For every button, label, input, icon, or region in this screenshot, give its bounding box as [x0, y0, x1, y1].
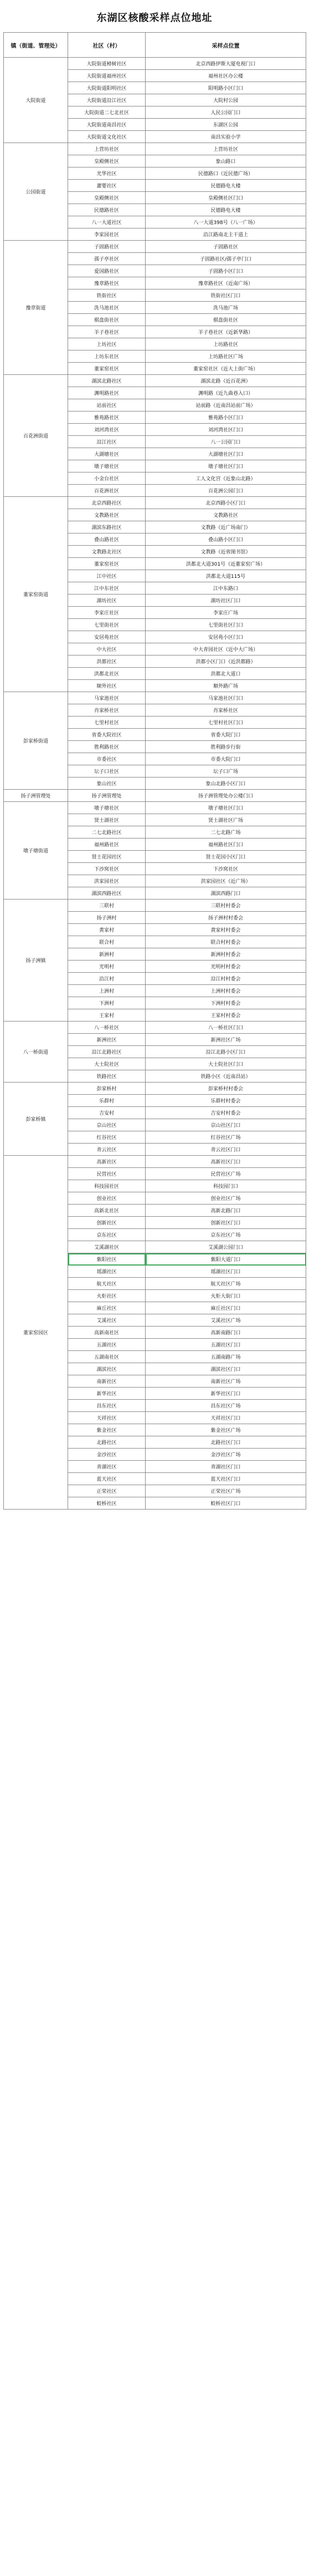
- site-cell: 洪都北大道115号: [146, 570, 306, 582]
- community-cell: 上洲村: [68, 985, 146, 997]
- site-cell: 联合村村委会: [146, 936, 306, 948]
- community-cell: 文教路社区: [68, 509, 146, 521]
- header-site: 采样点位置: [146, 33, 306, 58]
- community-cell: 民德路社区: [68, 204, 146, 216]
- community-cell: 皇殿侧社区: [68, 192, 146, 204]
- community-cell: 铁路社区: [68, 1070, 146, 1083]
- site-cell: 叠山路小区门口: [146, 534, 306, 546]
- community-cell: 孺子亭社区: [68, 253, 146, 265]
- site-cell: 福州社区办公楼: [146, 70, 306, 82]
- header-street: 镇（街道、管理处）: [4, 33, 68, 58]
- site-cell: 东湖区公园: [146, 119, 306, 131]
- site-cell: 马家池社区门口: [146, 692, 306, 704]
- community-cell: 湖滨东路社区: [68, 521, 146, 534]
- community-cell: 洪家园社区: [68, 875, 146, 887]
- community-cell: 董家窑社区: [68, 363, 146, 375]
- site-cell: 高新北路门口: [146, 1205, 306, 1217]
- community-cell: 象山社区: [68, 778, 146, 790]
- street-cell: 董家窑园区: [4, 1156, 68, 1510]
- site-cell: 坛子口广场: [146, 765, 306, 778]
- table-row: [4, 790, 306, 802]
- community-cell: 京东社区: [68, 1229, 146, 1241]
- table-row: [4, 497, 306, 509]
- street-cell: 大院街道: [4, 58, 68, 143]
- site-cell: 沿江路南北主干道上: [146, 228, 306, 241]
- community-cell: 紫阳社区: [68, 1253, 146, 1266]
- table-row: [4, 692, 306, 704]
- site-cell: 刘河湾社区门口: [146, 424, 306, 436]
- community-cell: 红谷社区: [68, 1131, 146, 1144]
- community-cell: 创新社区: [68, 1217, 146, 1229]
- community-cell: 中大社区: [68, 643, 146, 656]
- community-cell: 大院街道阳明社区: [68, 82, 146, 94]
- site-cell: 京山社区门口: [146, 1119, 306, 1131]
- street-cell: 八一桥街道: [4, 1022, 68, 1083]
- site-cell: 江中东路口: [146, 582, 306, 595]
- site-cell: 正荣社区广场: [146, 1485, 306, 1497]
- site-cell: 上坊路社区广场: [146, 350, 306, 363]
- site-cell: 墩子塘社区门口: [146, 460, 306, 472]
- site-cell: 扬子洲村村委会: [146, 912, 306, 924]
- community-cell: 火炬社区: [68, 1290, 146, 1302]
- street-cell: 公园街道: [4, 143, 68, 241]
- community-cell: 福州路社区: [68, 839, 146, 851]
- site-cell: 民德路口（近民德广场）: [146, 167, 306, 180]
- community-cell: 雅苑路社区: [68, 411, 146, 424]
- community-cell: 江中社区: [68, 570, 146, 582]
- site-cell: 新华社区门口: [146, 1388, 306, 1400]
- site-cell: 贤士湖社区广场: [146, 814, 306, 826]
- community-cell: 湖滨北路社区: [68, 375, 146, 387]
- community-cell: 大院街道樟树社区: [68, 58, 146, 70]
- site-cell: 站前路（近南昌站前广场）: [146, 399, 306, 411]
- street-cell: 豫章街道: [4, 241, 68, 375]
- community-cell: 金沙社区: [68, 1449, 146, 1461]
- site-cell: 乐群村村委会: [146, 1095, 306, 1107]
- community-cell: 上坊东社区: [68, 350, 146, 363]
- community-cell: 航天社区: [68, 1278, 146, 1290]
- page-title: 东湖区核酸采样点位地址: [96, 12, 213, 24]
- community-cell: 二七北路社区: [68, 826, 146, 839]
- site-cell: 京东社区广场: [146, 1229, 306, 1241]
- site-cell: 七里村社区门口: [146, 717, 306, 729]
- site-cell: 蓝天社区门口: [146, 1473, 306, 1485]
- site-cell: 紫阳大道门口: [146, 1253, 306, 1266]
- site-cell: 子固路社区: [146, 241, 306, 253]
- site-cell: 董家窑社区（近大上街广场）: [146, 363, 306, 375]
- community-cell: 大院街道二七北社区: [68, 106, 146, 119]
- site-cell: 扬子洲管理处办公楼门口: [146, 790, 306, 802]
- community-cell: 站前社区: [68, 399, 146, 411]
- site-cell: 沿江村村委会: [146, 973, 306, 985]
- site-cell: 肖家桥社区: [146, 704, 306, 717]
- community-cell: 叠山路社区: [68, 534, 146, 546]
- site-cell: 湖滨北路（近百花洲）: [146, 375, 306, 387]
- community-cell: 安居苑社区: [68, 631, 146, 643]
- site-cell: 胜利路步行街: [146, 741, 306, 753]
- community-cell: 爱国路社区: [68, 265, 146, 277]
- community-cell: 沿江北路社区: [68, 1046, 146, 1058]
- community-cell: 科技园社区: [68, 1180, 146, 1192]
- site-cell: 高新南路门口: [146, 1327, 306, 1339]
- community-cell: 三联村: [68, 900, 146, 912]
- community-cell: 七里街社区: [68, 619, 146, 631]
- community-cell: 大院街道福州社区: [68, 70, 146, 82]
- site-cell: 安居苑小区门口: [146, 631, 306, 643]
- site-cell: 豫章路社区（近南广场）: [146, 277, 306, 289]
- street-cell: 扬子洲管理处: [4, 790, 68, 802]
- community-cell: 北路社区: [68, 1436, 146, 1449]
- community-cell: 贤士花园社区: [68, 851, 146, 863]
- site-cell: 三联村村委会: [146, 900, 306, 912]
- site-cell: 羊子巷社区（近新华路）: [146, 326, 306, 338]
- site-cell: 紫金社区广场: [146, 1424, 306, 1436]
- community-cell: 墩子塘社区: [68, 460, 146, 472]
- site-cell: 光明村村委会: [146, 961, 306, 973]
- site-cell: 福州路社区门口: [146, 839, 306, 851]
- site-cell: 洗马池广场: [146, 302, 306, 314]
- site-cell: 李家庄广场: [146, 607, 306, 619]
- community-cell: 大院街道沿江社区: [68, 94, 146, 106]
- site-cell: 黄家村村委会: [146, 924, 306, 936]
- community-cell: 贤士湖社区: [68, 814, 146, 826]
- community-cell: 艾溪湖社区: [68, 1241, 146, 1253]
- community-cell: 七里村社区: [68, 717, 146, 729]
- community-cell: 麻丘社区: [68, 1302, 146, 1314]
- site-cell: 北京西路伊斯大厦电视门口: [146, 58, 306, 70]
- community-cell: 马家池社区: [68, 692, 146, 704]
- community-cell: 洗马池社区: [68, 302, 146, 314]
- community-cell: 八一桥社区: [68, 1022, 146, 1034]
- community-cell: 湖滨西路社区: [68, 887, 146, 900]
- community-cell: 上坊社区: [68, 338, 146, 350]
- community-cell: 文教路北社区: [68, 546, 146, 558]
- site-cell: 北路社区门口: [146, 1436, 306, 1449]
- community-cell: 顺外社区: [68, 680, 146, 692]
- site-cell: 艾溪社区广场: [146, 1314, 306, 1327]
- street-cell: 彭家桥镇: [4, 1083, 68, 1156]
- site-cell: 王家村村委会: [146, 1009, 306, 1022]
- community-cell: 新洲村: [68, 948, 146, 961]
- community-cell: 上营坊社区: [68, 143, 146, 155]
- site-cell: 民德路电大楼: [146, 180, 306, 192]
- community-cell: 墩子塘社区: [68, 802, 146, 814]
- community-cell: 青湖社区: [68, 1461, 146, 1473]
- community-cell: 北京西路社区: [68, 497, 146, 509]
- site-cell: 子固路社区/孺子亭门口: [146, 253, 306, 265]
- site-cell: 皇殿侧社区门口: [146, 192, 306, 204]
- community-cell: 艾溪社区: [68, 1314, 146, 1327]
- site-cell: 中大青园社区（近中大广场）: [146, 643, 306, 656]
- site-cell: 子固路小区门口: [146, 265, 306, 277]
- community-cell: 大士院社区: [68, 1058, 146, 1070]
- site-cell: 大湖塘社区门口: [146, 448, 306, 460]
- community-cell: 沿江社区: [68, 436, 146, 448]
- community-cell: 乐群村: [68, 1095, 146, 1107]
- community-cell: 正荣社区: [68, 1485, 146, 1497]
- community-cell: 江中东社区: [68, 582, 146, 595]
- site-cell: 八一大道398号（八一广场）: [146, 216, 306, 228]
- community-cell: 胜利路社区: [68, 741, 146, 753]
- site-cell: 蛟桥社区门口: [146, 1497, 306, 1510]
- site-cell: 人民公园门口: [146, 106, 306, 119]
- sampling-site-table: [3, 32, 306, 1510]
- community-cell: 南新社区: [68, 1375, 146, 1388]
- community-cell: 小金台社区: [68, 472, 146, 485]
- site-cell: 棋盘街社区: [146, 314, 306, 326]
- site-cell: 青湖社区门口: [146, 1461, 306, 1473]
- site-cell: 湖滨西路门口: [146, 887, 306, 900]
- site-cell: 沿江北路小区门口: [146, 1046, 306, 1058]
- site-cell: 吉安村村委会: [146, 1107, 306, 1119]
- street-cell: 百花洲街道: [4, 375, 68, 497]
- site-cell: 上坊路社区: [146, 338, 306, 350]
- community-cell: 光华社区: [68, 167, 146, 180]
- community-cell: 下洲村: [68, 997, 146, 1009]
- site-cell: 湖坊社区门口: [146, 595, 306, 607]
- site-cell: 金沙社区广场: [146, 1449, 306, 1461]
- community-cell: 高新社区: [68, 1156, 146, 1168]
- table-row: [4, 1022, 306, 1034]
- community-cell: 五湖社区: [68, 1339, 146, 1351]
- community-cell: 昌东社区: [68, 1400, 146, 1412]
- site-cell: 红谷社区广场: [146, 1131, 306, 1144]
- site-cell: 北京西路小区门口: [146, 497, 306, 509]
- community-cell: 瑶湖社区: [68, 1266, 146, 1278]
- table-row: [4, 1083, 306, 1095]
- community-cell: 渊明路社区: [68, 387, 146, 399]
- table-row: [4, 1156, 306, 1168]
- table-row: [4, 375, 306, 387]
- site-cell: 阳明路小区门口: [146, 82, 306, 94]
- street-cell: 墩子塘街道: [4, 802, 68, 900]
- community-cell: 子固路社区: [68, 241, 146, 253]
- site-cell: 八一公园门口: [146, 436, 306, 448]
- site-cell: 青云社区门口: [146, 1144, 306, 1156]
- site-cell: 昌东社区广场: [146, 1400, 306, 1412]
- site-cell: 五湖南路广场: [146, 1351, 306, 1363]
- community-cell: 八一大道社区: [68, 216, 146, 228]
- site-cell: 贤士花园小区门口: [146, 851, 306, 863]
- site-cell: 下洲村村委会: [146, 997, 306, 1009]
- table-row: [4, 802, 306, 814]
- community-cell: 创业社区: [68, 1192, 146, 1205]
- street-cell: 董家窑街道: [4, 497, 68, 692]
- community-cell: 蓝天社区: [68, 1473, 146, 1485]
- site-cell: 七里街社区门口: [146, 619, 306, 631]
- community-cell: 百花洲社区: [68, 485, 146, 497]
- community-cell: 灌婴社区: [68, 180, 146, 192]
- site-cell: 大院村公园: [146, 94, 306, 106]
- site-cell: 彭家桥村村委会: [146, 1083, 306, 1095]
- community-cell: 大院街道文化社区: [68, 131, 146, 143]
- community-cell: 扬子洲村: [68, 912, 146, 924]
- site-cell: 墩子塘社区门口: [146, 802, 306, 814]
- site-cell: 铁街社区门口: [146, 289, 306, 302]
- community-cell: 省委大院社区: [68, 729, 146, 741]
- site-cell: 工人文化宫（近象山北路）: [146, 472, 306, 485]
- community-cell: 彭家桥村: [68, 1083, 146, 1095]
- site-cell: 南新社区广场: [146, 1375, 306, 1388]
- site-cell: 新洲社区广场: [146, 1034, 306, 1046]
- community-cell: 洪都社区: [68, 656, 146, 668]
- community-cell: 市委社区: [68, 753, 146, 765]
- site-cell: 南昌实验小学: [146, 131, 306, 143]
- community-cell: 联合村: [68, 936, 146, 948]
- table-row: [4, 241, 306, 253]
- site-cell: 洪家园社区（近广场）: [146, 875, 306, 887]
- site-cell: 下沙窝社区: [146, 863, 306, 875]
- site-cell: 二七北路广场: [146, 826, 306, 839]
- site-cell: 艾溪湖公园门口: [146, 1241, 306, 1253]
- community-cell: 湖坊社区: [68, 595, 146, 607]
- site-cell: 新洲村村委会: [146, 948, 306, 961]
- street-cell: 扬子洲镇: [4, 900, 68, 1022]
- site-cell: 象山路口: [146, 155, 306, 167]
- site-cell: 顺外路广场: [146, 680, 306, 692]
- site-cell: 八一桥社区门口: [146, 1022, 306, 1034]
- site-cell: 五湖社区门口: [146, 1339, 306, 1351]
- community-cell: 棋盘街社区: [68, 314, 146, 326]
- table-header-row: [4, 33, 306, 58]
- community-cell: 蛟桥社区: [68, 1497, 146, 1510]
- community-cell: 李家园社区: [68, 228, 146, 241]
- community-cell: 青云社区: [68, 1144, 146, 1156]
- header-community: 社区（村）: [68, 33, 146, 58]
- site-cell: 大士院社区门口: [146, 1058, 306, 1070]
- site-cell: 百花洲公园门口: [146, 485, 306, 497]
- community-cell: 湖滨社区: [68, 1363, 146, 1375]
- site-cell: 省委大院门口: [146, 729, 306, 741]
- community-cell: 扬子洲管理处: [68, 790, 146, 802]
- community-cell: 羊子巷社区: [68, 326, 146, 338]
- community-cell: 京山社区: [68, 1119, 146, 1131]
- site-cell: 渊明路（近九曲巷入口）: [146, 387, 306, 399]
- site-cell: 上洲村村委会: [146, 985, 306, 997]
- site-cell: 洪都北大道301号（近董家窑广场）: [146, 558, 306, 570]
- community-cell: 大湖塘社区: [68, 448, 146, 460]
- site-cell: 象山北路小区门口: [146, 778, 306, 790]
- community-cell: 洪都北社区: [68, 668, 146, 680]
- community-cell: 民营社区: [68, 1168, 146, 1180]
- site-cell: 洪都小区门口（近洪都路）: [146, 656, 306, 668]
- community-cell: 新洲社区: [68, 1034, 146, 1046]
- community-cell: 下沙窝社区: [68, 863, 146, 875]
- community-cell: 坛子口社区: [68, 765, 146, 778]
- site-cell: 铁路小区（近南昌站）: [146, 1070, 306, 1083]
- site-cell: 上营坊社区: [146, 143, 306, 155]
- site-cell: 麻丘社区门口: [146, 1302, 306, 1314]
- site-cell: 民营社区广场: [146, 1168, 306, 1180]
- street-cell: 彭家桥街道: [4, 692, 68, 790]
- site-cell: 创新社区门口: [146, 1217, 306, 1229]
- site-cell: 文教路（近省图书馆）: [146, 546, 306, 558]
- site-cell: 文教路（近广场南门）: [146, 521, 306, 534]
- community-cell: 高新南社区: [68, 1327, 146, 1339]
- site-cell: 洪都北大道口: [146, 668, 306, 680]
- community-cell: 王家村: [68, 1009, 146, 1022]
- site-cell: 创业社区广场: [146, 1192, 306, 1205]
- community-cell: 刘河湾社区: [68, 424, 146, 436]
- community-cell: 肖家桥社区: [68, 704, 146, 717]
- site-cell: 航天社区广场: [146, 1278, 306, 1290]
- table-row: [4, 900, 306, 912]
- community-cell: 黄家村: [68, 924, 146, 936]
- community-cell: 五湖南社区: [68, 1351, 146, 1363]
- table-body: [4, 58, 306, 1510]
- community-cell: 豫章路社区: [68, 277, 146, 289]
- site-cell: 文教路社区: [146, 509, 306, 521]
- community-cell: 李家庄社区: [68, 607, 146, 619]
- community-cell: 天祥社区: [68, 1412, 146, 1424]
- community-cell: 紫金社区: [68, 1424, 146, 1436]
- site-cell: 天祥社区门口: [146, 1412, 306, 1424]
- site-cell: 雅苑路小区门口: [146, 411, 306, 424]
- community-cell: 大院街道南昌社区: [68, 119, 146, 131]
- community-cell: 光明村: [68, 961, 146, 973]
- site-cell: 高新社区门口: [146, 1156, 306, 1168]
- community-cell: 皇殿侧社区: [68, 155, 146, 167]
- community-cell: 沿江村: [68, 973, 146, 985]
- site-cell: 湖滨社区门口: [146, 1363, 306, 1375]
- community-cell: 铁街社区: [68, 289, 146, 302]
- table-row: [4, 143, 306, 155]
- community-cell: 吉安村: [68, 1107, 146, 1119]
- community-cell: 高新北社区: [68, 1205, 146, 1217]
- site-cell: 科技园门口: [146, 1180, 306, 1192]
- site-cell: 民德路电大楼: [146, 204, 306, 216]
- site-cell: 火炬大街门口: [146, 1290, 306, 1302]
- community-cell: 新华社区: [68, 1388, 146, 1400]
- site-cell: 瑶湖社区门口: [146, 1266, 306, 1278]
- table-row: [4, 58, 306, 70]
- site-cell: 市委大院门口: [146, 753, 306, 765]
- community-cell: 董家窑社区: [68, 558, 146, 570]
